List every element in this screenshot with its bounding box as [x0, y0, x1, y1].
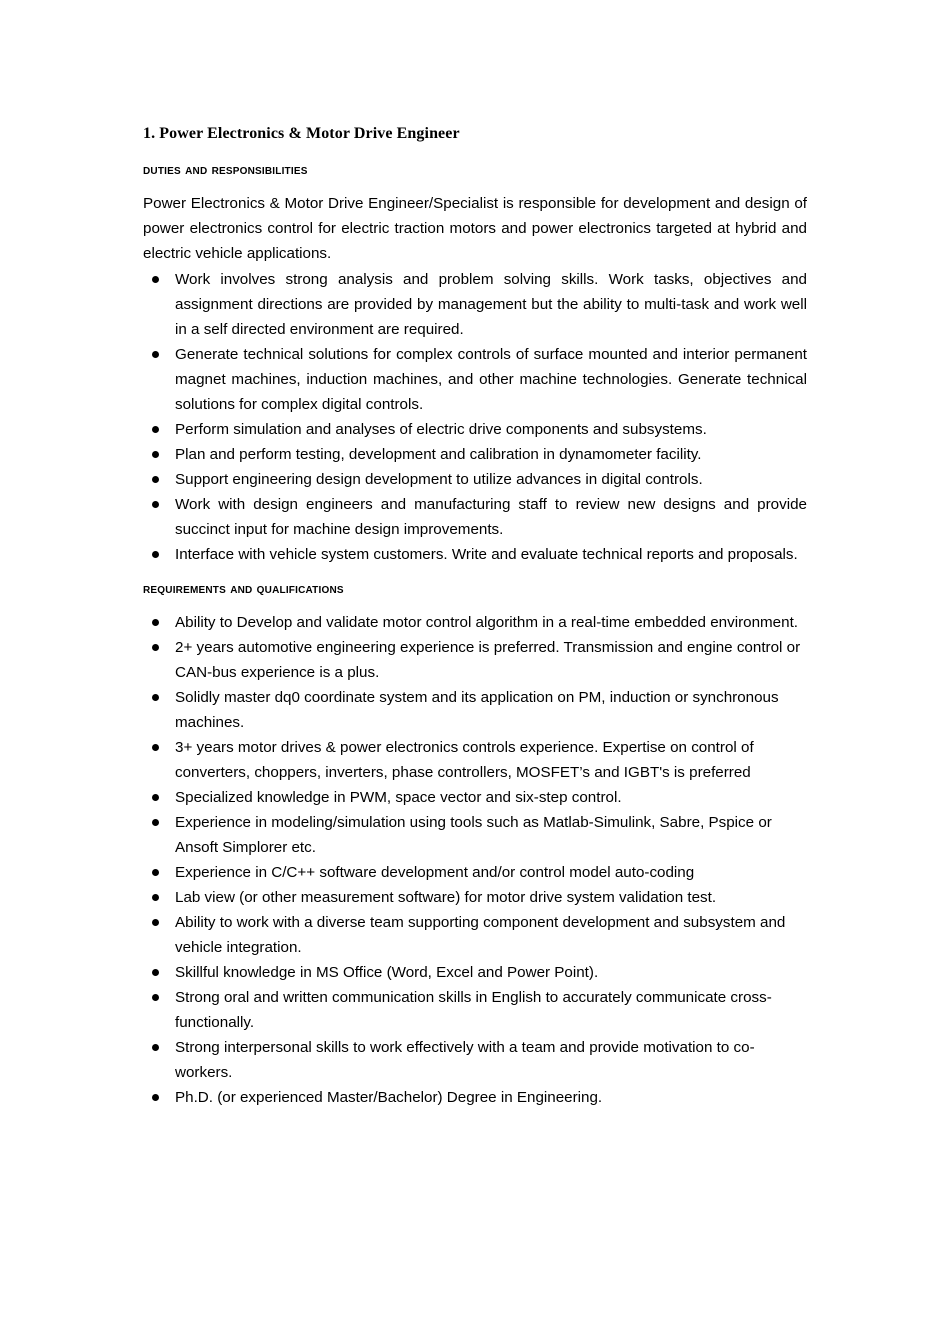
- list-item: Experience in modeling/simulation using tools such as Matlab-Simulink, Sabre, Pspice or Ansoft Simplorer etc.: [143, 810, 807, 860]
- list-item: Generate technical solutions for complex controls of surface mounted and interior permanent magnet machines, induction machines, and other machine technologies. Generate technical solutions for complex digital controls.: [143, 342, 807, 417]
- section-requirements-and-qualifications: [143, 580, 807, 1110]
- section-spacer: [143, 567, 807, 580]
- list-item: Ph.D. (or experienced Master/Bachelor) Degree in Engineering.: [143, 1085, 807, 1110]
- list-item: Skillful knowledge in MS Office (Word, Excel and Power Point).: [143, 960, 807, 985]
- list-item: Interface with vehicle system customers. Write and evaluate technical reports and proposals.: [143, 542, 807, 567]
- list-item: Ability to Develop and validate motor control algorithm in a real-time embedded environment.: [143, 610, 807, 635]
- section-intro-paragraph: Power Electronics & Motor Drive Engineer/Specialist is responsible for development and design of power electronics control for electric traction motors and power electronics targeted at hybrid and electric vehicle applications.: [143, 195, 807, 262]
- document-content: [143, 124, 807, 1110]
- list-item: Perform simulation and analyses of electric drive components and subsystems.: [143, 417, 807, 442]
- list-item: 2+ years automotive engineering experience is preferred. Transmission and engine control or CAN-bus experience is a plus.: [143, 635, 807, 685]
- list-item: 3+ years motor drives & power electronics controls experience. Expertise on control of converters, choppers, inverters, phase controllers, MOSFET’s and IGBT's is preferred: [143, 735, 807, 785]
- page-title: 1. Power Electronics & Motor Drive Engineer: [143, 125, 460, 142]
- list-item: Strong oral and written communication skills in English to accurately communicate cross-functionally.: [143, 985, 807, 1035]
- duties-bullet-list: [143, 267, 807, 567]
- requirements-bullet-list: [143, 610, 807, 1110]
- list-item: Plan and perform testing, development and calibration in dynamometer facility.: [143, 442, 807, 467]
- section-duties-and-responsibilities: [143, 161, 807, 567]
- list-item: Strong interpersonal skills to work effectively with a team and provide motivation to co-workers.: [143, 1035, 807, 1085]
- list-item: Experience in C/C++ software development and/or control model auto-coding: [143, 860, 807, 885]
- list-item: Ability to work with a diverse team supporting component development and subsystem and vehicle integration.: [143, 910, 807, 960]
- list-item: Lab view (or other measurement software) for motor drive system validation test.: [143, 885, 807, 910]
- list-item: Work with design engineers and manufacturing staff to review new designs and provide succinct input for machine design improvements.: [143, 492, 807, 542]
- list-item: Solidly master dq0 coordinate system and its application on PM, induction or synchronous machines.: [143, 685, 807, 735]
- section-heading-requirements: requirements and qualifications: [143, 581, 344, 597]
- list-item: Specialized knowledge in PWM, space vector and six-step control.: [143, 785, 807, 810]
- list-item: Work involves strong analysis and problem solving skills. Work tasks, objectives and assignment directions are provided by management but the ability to multi-task and work well in a self directed environment are required.: [143, 267, 807, 342]
- list-item: Support engineering design development to utilize advances in digital controls.: [143, 467, 807, 492]
- section-heading-duties: duties and responsibilities: [143, 162, 308, 178]
